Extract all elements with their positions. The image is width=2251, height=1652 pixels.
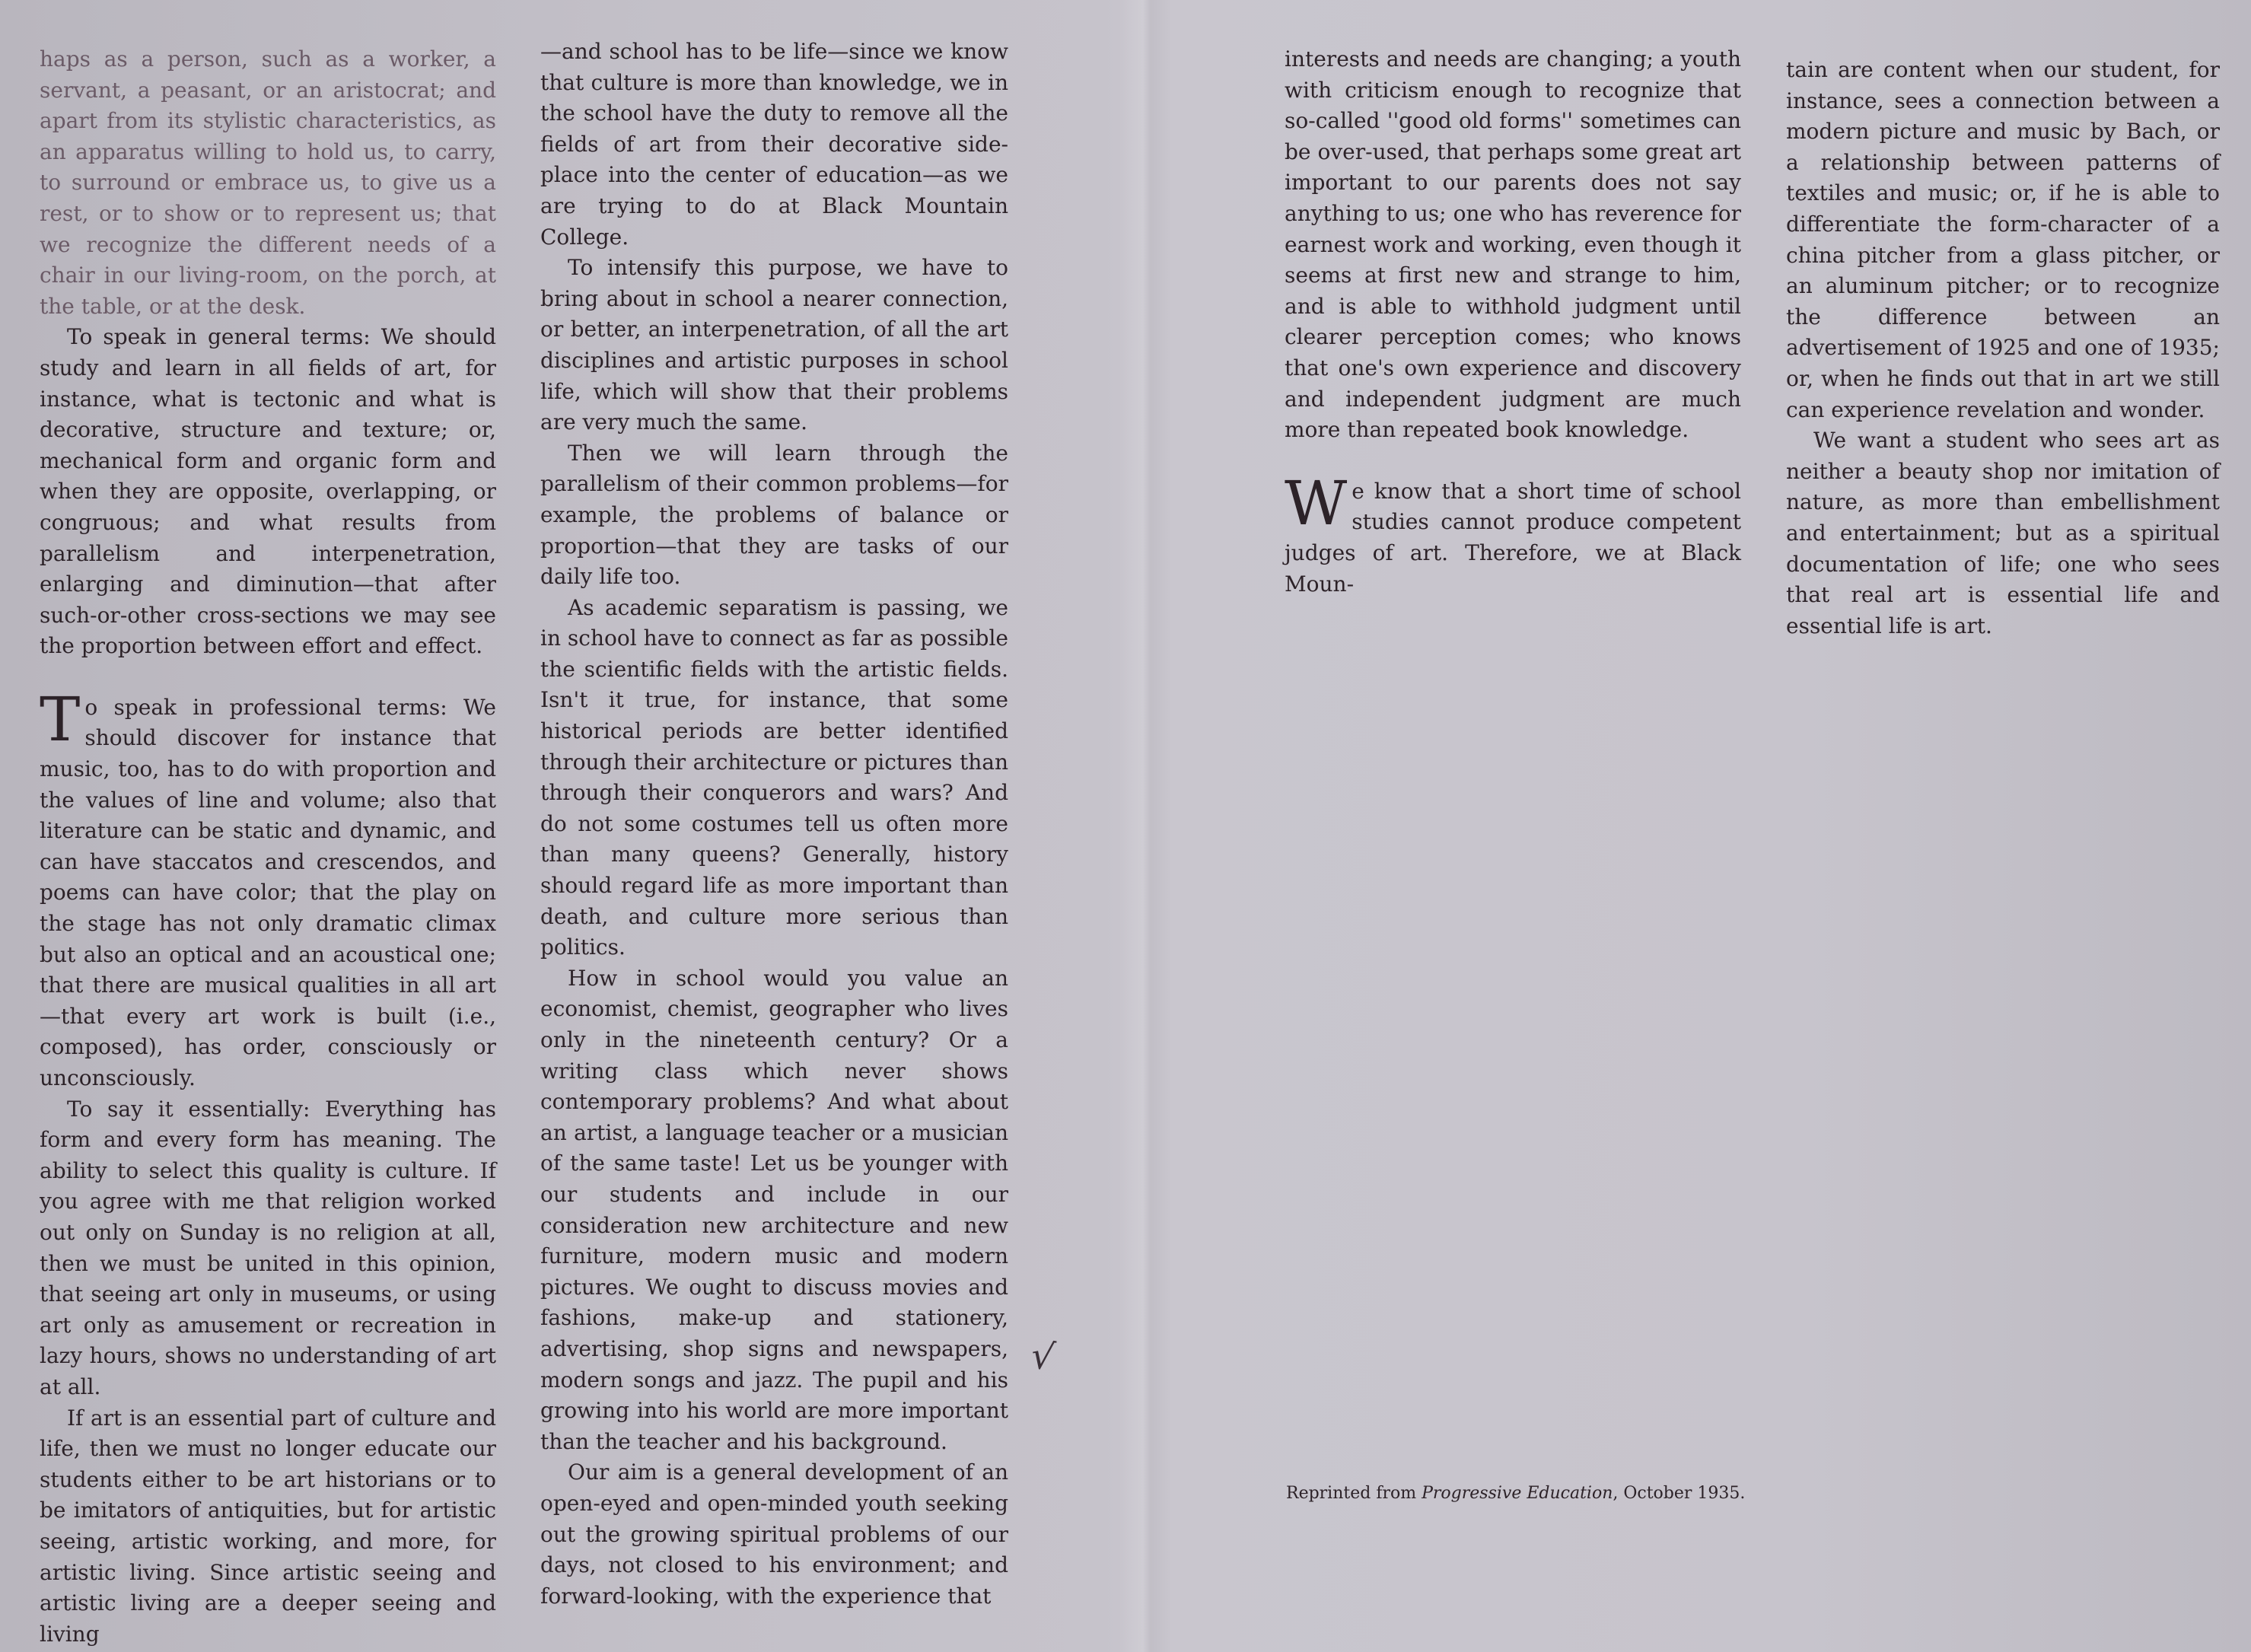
drop-cap: T [40, 683, 81, 755]
paragraph-with-drop-cap [1285, 467, 1741, 600]
paragraph: To speak in general terms: We should study and learn in all fields of art, for instance, what is tectonic and what is decorative, structure and texture; or, mechanical form and organic form and when they are opposite, overlapping, or congruous; and what results from parallelism and interpenetration, enlarging and diminution—that after such-or-other cross-sections we may see the proportion between effort and effect. [40, 324, 496, 659]
paragraph: If art is an essential part of culture and life, then we must no longer educate our students either to be art historians or to be imitators of antiquities, but for artistic seeing, artistic working, and more, for artistic living. Since artistic seeing and artistic living are a deeper seeing and living [40, 1405, 496, 1647]
paragraph: We want a student who sees art as neither a beauty shop nor imitation of nature, as more than embellishment and entertainment; but as a spiritual documentation of life; one who sees that real art is essential life and essential life is art. [1786, 428, 2220, 638]
paragraph-text: e know that a short time of school studies cannot produce competent judges of art. Therefore, we at Black Moun- [1285, 478, 1741, 597]
handwritten-checkmark: √ [1028, 1334, 1058, 1380]
reprint-credit [1286, 1484, 1745, 1503]
paragraph: tain are content when our student, for instance, sees a connection between a modern picture and music by Bach, or a relationship between patterns of textiles and music; or, if he is able to differentiate the form-character of a china pitcher from a glass pitcher, or an aluminum pitcher; or to recognize the difference between an advertisement of 1925 and one of 1935; or, when he finds out that in art we still can experience revelation and wonder. [1786, 57, 2220, 422]
left-page-column-2 [540, 37, 1008, 1612]
paragraph: interests and needs are changing; a youth with criticism enough to recognize that so-called ''good old forms'' sometimes can be over-used, that perhaps some great art important to our parents does not say anything to us; one who has reverence for earnest work and working, even though it seems at first new and strange to him, and is able to withhold judgment until clearer perception comes; who knows that one's own experience and discovery and independent judgment are much more than repeated book knowledge. [1285, 46, 1741, 443]
left-page-column-1 [40, 44, 496, 1650]
journal-title: Progressive Education [1422, 1484, 1613, 1503]
paragraph: As academic separatism is passing, we in school have to connect as far as possible the scientific fields with the artistic fields. Isn't it true, for instance, that some historical periods are better identified through their architecture or pictures than through their conquerors and wars? And do not some costumes tell us often more than many queens? Generally, history should regard life as more important than death, and culture more serious than politics. [540, 594, 1008, 960]
reprint-prefix: Reprinted from [1286, 1484, 1422, 1503]
page-gutter [1119, 0, 1172, 1652]
paragraph: Our aim is a general development of an open-eyed and open-minded youth seeking out the growing spiritual problems of our days, not closed to his environment; and forward-looking, with the experience that [540, 1459, 1008, 1609]
paragraph: haps as a person, such as a worker, a servant, a peasant, or an aristocrat; and apart from its stylistic characteristics, as an apparatus willing to hold us, to carry, to surround or embrace us, to give us a rest, or to show or to represent us; that we recognize the different needs of a chair in our living-room, on the porch, at the table, or at the desk. [40, 46, 496, 319]
right-page-column-2 [1786, 55, 2220, 641]
paragraph: How in school would you value an economist, chemist, geographer who lives only in the nineteenth century? Or a writing class which never shows contemporary problems? And what about an artist, a language teacher or a musician of the same taste! Let us be younger with our students and include in our consideration new architecture and new furniture, modern music and modern pictures. We ought to discuss movies and fashions, make-up and stationery, advertising, shop signs and newspapers, modern songs and jazz. The pupil and his growing into his world are more important than the teacher and his background. [540, 965, 1008, 1454]
paragraph-with-drop-cap [40, 683, 496, 1094]
paragraph: —and school has to be life—since we know that culture is more than knowledge, we in the school have the duty to remove all the fields of art from their decorative side-place into the center of education—as we are trying to do at Black Mountain College. [540, 39, 1008, 250]
paragraph-text: o speak in professional terms: We should discover for instance that music, too, has to do with proportion and the values of line and volume; also that literature can be static and dynamic, and can have staccatos and crescendos, and poems can have color; that the play on the stage has not only dramatic climax but also an optical and an acoustical one; that there are musical qualities in all art—that every art work is built (i.e., composed), has order, consciously or unconsciously. [40, 694, 496, 1090]
reprint-date: , October 1935. [1613, 1484, 1746, 1503]
paragraph: Then we will learn through the parallelism of their common problems—for example, the problems of balance or proportion—that they are tasks of our daily life too. [540, 440, 1008, 590]
paragraph: To say it essentially: Everything has form and every form has meaning. The ability to select this quality is culture. If you agree with me that religion worked out only on Sunday is no religion at all, then we must be united in this opinion, that seeing art only in museums, or using art only as amusement or recreation in lazy hours, shows no understanding of art at all. [40, 1096, 496, 1399]
paragraph: To intensify this purpose, we have to bring about in school a nearer connection, or better, an interpenetration, of all the art disciplines and artistic purposes in school life, which will show that their problems are very much the same. [540, 255, 1008, 435]
right-page-column-1 [1285, 44, 1741, 600]
drop-cap: W [1285, 467, 1348, 539]
